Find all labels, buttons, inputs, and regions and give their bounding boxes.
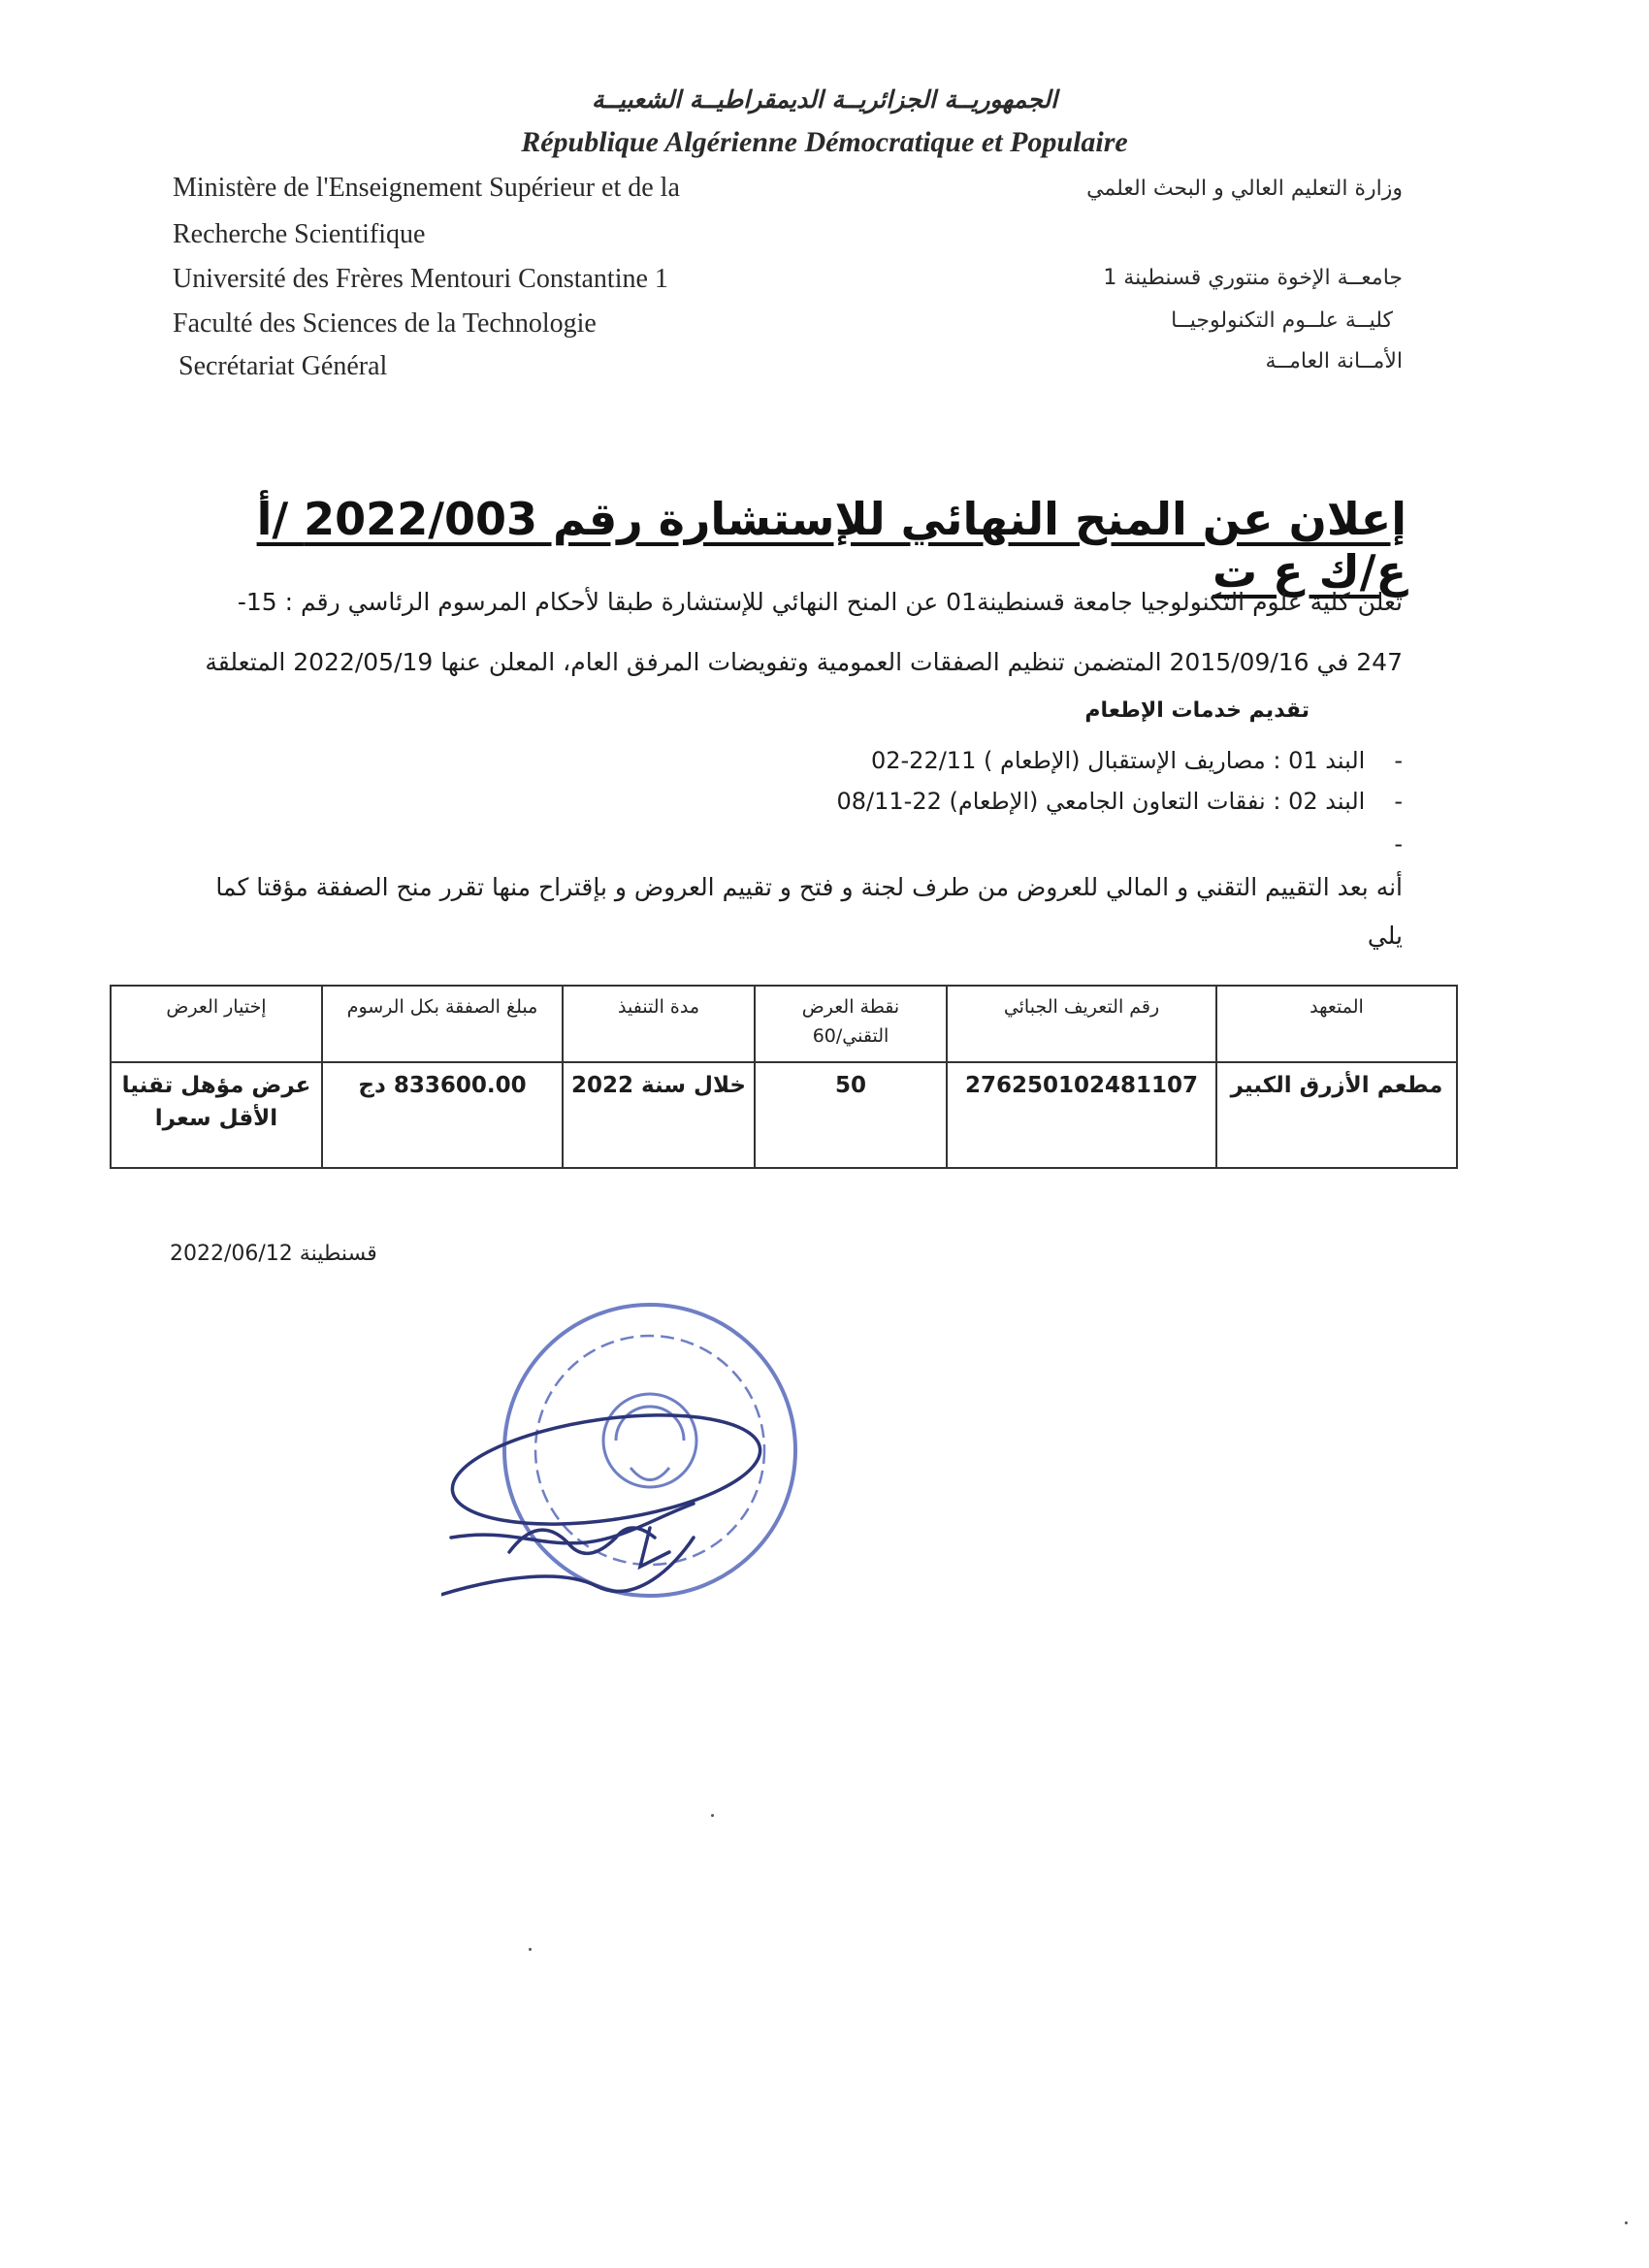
header-duration: مدة التنفيذ bbox=[563, 986, 755, 1062]
cell-tax-id: 276250102481107 bbox=[947, 1062, 1216, 1168]
secretariat-fr-line: Secrétariat Général bbox=[178, 351, 388, 381]
faculty-ar-line: كليــة علــوم التكنولوجيــا bbox=[1171, 308, 1393, 333]
republic-french-heading: République Algérienne Démocratique et Populaire bbox=[521, 126, 1128, 158]
official-stamp-and-signature bbox=[441, 1295, 800, 1644]
place-date-line: قسنطينة 2022/06/12 bbox=[170, 1242, 377, 1266]
header-amount: مبلغ الصفقة بكل الرسوم bbox=[322, 986, 563, 1062]
header-offer-choice: إختيار العرض bbox=[111, 986, 322, 1062]
table-row bbox=[111, 1062, 1457, 1168]
header-tax-id: رقم التعريف الجبائي bbox=[947, 986, 1216, 1062]
bullet-dash: - bbox=[1394, 830, 1403, 858]
cell-offer-choice: عرض مؤهل تقنيا الأقل سعرا bbox=[111, 1062, 322, 1168]
republic-arabic-heading: الجمهوريــة الجزائريــة الديمقراطيــة الشعبيــة bbox=[591, 85, 1058, 113]
list-item-text: البند 02 : نفقات التعاون الجامعي (الإطعام) 22-08/11 bbox=[836, 788, 1366, 815]
list-item bbox=[1365, 830, 1403, 858]
conclusion-line-1: أنه بعد التقييم التقني و المالي للعروض من طرف لجنة و فتح و تقييم العروض و بإقتراح منها تقرر منح الصفقة مؤقتا كما bbox=[215, 873, 1403, 901]
list-item bbox=[836, 788, 1403, 815]
bullet-dash: - bbox=[1394, 788, 1403, 815]
list-item bbox=[871, 747, 1403, 774]
cell-bidder: مطعم الأزرق الكبير bbox=[1216, 1062, 1457, 1168]
ministry-fr-line-1: Ministère de l'Enseignement Supérieur et de la bbox=[173, 173, 680, 203]
bullet-dash: - bbox=[1394, 747, 1403, 774]
cell-amount: 833600.00 دج bbox=[322, 1062, 563, 1168]
scan-speck bbox=[711, 1814, 714, 1817]
body-line-1: تعلن كلية علوم التكنولوجيا جامعة قسنطينة01 عن المنح النهائي للإستشارة طبقا لأحكام المرسوم الرئاسي رقم : 15- bbox=[237, 588, 1403, 616]
header-bidder: المتعهد bbox=[1216, 986, 1457, 1062]
header-technical-score: نقطة العرض التقني/60 bbox=[755, 986, 947, 1062]
table-header-row bbox=[111, 986, 1457, 1062]
cell-duration: خلال سنة 2022 bbox=[563, 1062, 755, 1168]
scan-speck bbox=[529, 1948, 532, 1951]
ministry-fr-line-2: Recherche Scientifique bbox=[173, 219, 426, 249]
university-ar-line: جامعــة الإخوة منتوري قسنطينة 1 bbox=[1103, 266, 1403, 290]
list-item-text: البند 01 : مصاريف الإستقبال (الإطعام ) 22/11-02 bbox=[870, 747, 1366, 774]
scan-speck bbox=[1625, 2221, 1628, 2224]
ministry-ar-line: وزارة التعليم العالي و البحث العلمي bbox=[1086, 177, 1403, 201]
secretariat-ar-line: الأمــانة العامــة bbox=[1265, 349, 1403, 373]
service-heading: تقديم خدمات الإطعام bbox=[1084, 698, 1310, 723]
university-fr-line: Université des Frères Mentouri Constantine 1 bbox=[173, 264, 668, 294]
cell-technical-score: 50 bbox=[755, 1062, 947, 1168]
document-title: إعلان عن المنح النهائي للإستشارة رقم 2022/003 /أ ع/ك ع ت bbox=[256, 493, 1406, 598]
stamp-seal bbox=[504, 1305, 795, 1596]
body-line-2: 247 في 2015/09/16 المتضمن تنظيم الصفقات العمومية وتفويضات المرفق العام، المعلن عنها 2022/05/19 المتعلقة bbox=[205, 648, 1403, 676]
faculty-fr-line: Faculté des Sciences de la Technologie bbox=[173, 308, 597, 339]
conclusion-line-2: يلي bbox=[1367, 922, 1403, 950]
award-table bbox=[110, 985, 1458, 1169]
